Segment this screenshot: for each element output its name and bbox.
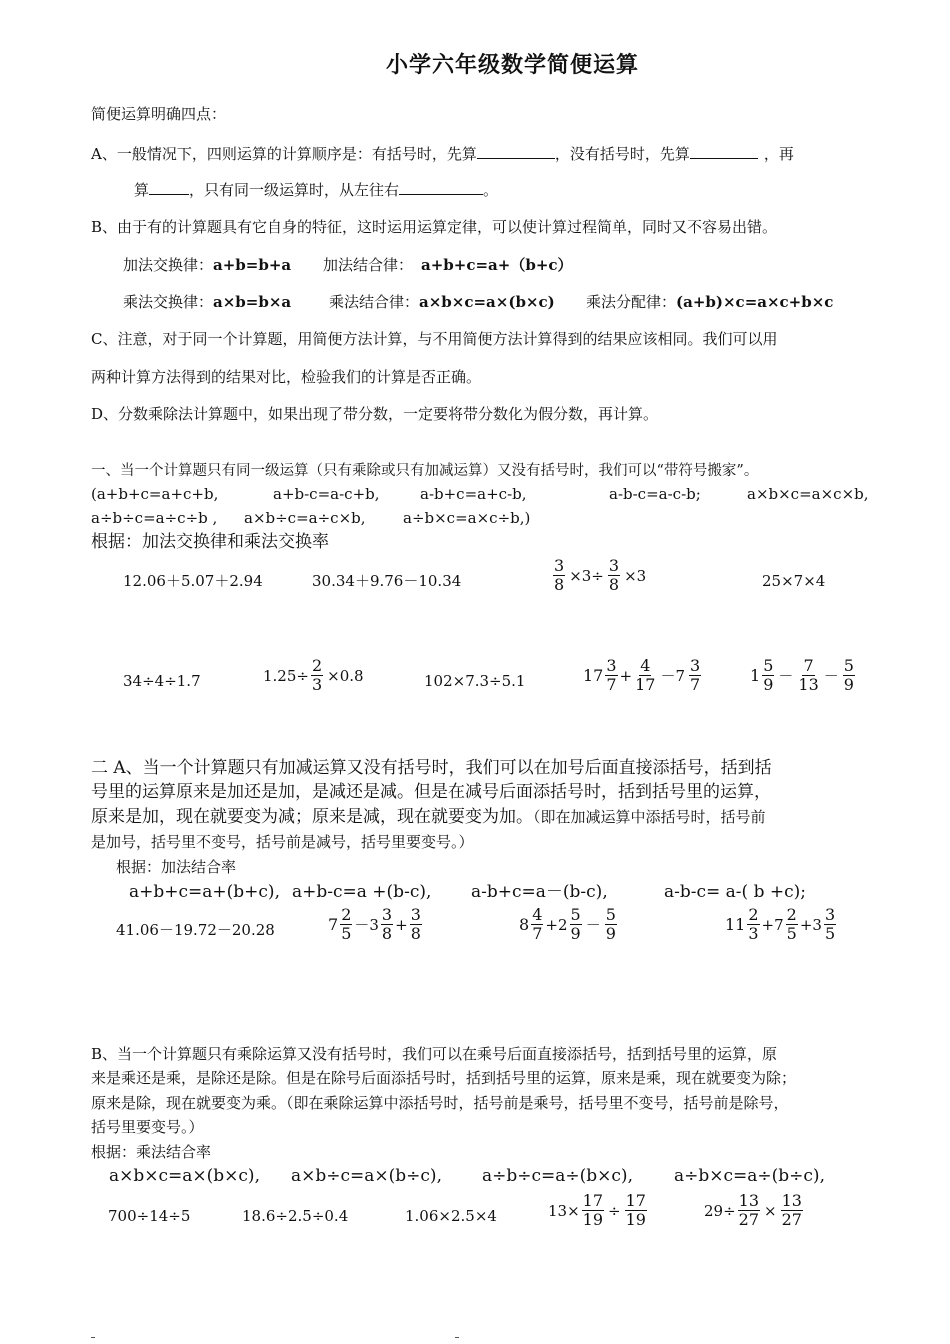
fraction: $\frac{4}{17}$ [635, 656, 656, 694]
section2a-formula: a-b+c=a－(b-c), [471, 882, 608, 902]
fraction: 7 13 [798, 656, 819, 694]
section2a-para: 二 A、当一个计算题只有加减运算又没有括号时，我们可以在加号后面直接添括号，括到括 [91, 758, 772, 778]
blank-field [690, 143, 758, 159]
add-associative-law: 加法结合律： a+b+c=a+（b+c） [323, 256, 573, 274]
point-a-line2: 算 ，只有同一级运算时，从左往右 。 [134, 181, 499, 199]
exercise: 1.25÷ $\frac{2}{3}$ ×0.8 [263, 656, 364, 694]
section2a-para: 是加号，括号里不变号，括号前是减号，括号里要变号。） [91, 833, 474, 851]
section1-formula: a÷b÷c=a÷c÷b , [91, 509, 218, 527]
fraction: $\frac{13}{27}$ [781, 1191, 802, 1229]
section2b-basis: 根据：乘法结合率 [91, 1143, 212, 1161]
page-mark [455, 1337, 459, 1338]
exercise: 17 3 7 + $\frac{4}{17}$ －7 3 7 [583, 656, 701, 694]
mul-associative-law: 乘法结合律：a×b×c=a×(b×c) [329, 293, 555, 311]
exercise: 1.06×2.5×4 [405, 1207, 497, 1225]
section2a-basis: 根据：加法结合率 [116, 858, 237, 876]
intro-text: 简便运算明确四点： [91, 105, 227, 123]
section1-heading: 一、当一个计算题只有同一级运算（只有乘除或只有加减运算）又没有括号时，我们可以“带符号搬家”。 [91, 463, 759, 479]
exercise: 12.06＋5.07＋2.94 [123, 572, 263, 590]
exercise: 25×7×4 [762, 572, 826, 590]
mul-commutative-law: 乘法交换律：a×b=b×a [123, 293, 292, 311]
section2b-formula: a÷b÷c=a÷(b×c), [482, 1166, 633, 1186]
exercise: 11 2 3 +7 2 5 +3 3 5 [725, 905, 836, 943]
section2a-para: 原来是加，现在就要变为减；原来是减，现在就要变为加。（即在加减运算中添括号时，括号前 [91, 807, 766, 827]
section1-formula: a×b÷c=a÷c×b, [244, 509, 366, 527]
section1-formula: a-b-c=a-c-b; [609, 485, 701, 503]
section1-formula: a×b×c=a×c×b, [747, 485, 869, 503]
point-d-text: D、分数乘除法计算题中，如果出现了带分数，一定要将带分数化为假分数，再计算。 [91, 405, 659, 423]
fraction: 5 9 [605, 905, 616, 943]
fraction: $\frac{13}{27}$ [738, 1191, 760, 1229]
page-title: 小学六年级数学简便运算 [386, 52, 640, 78]
point-c-line2: 两种计算方法得到的结果对比，检验我们的计算是否正确。 [91, 368, 482, 386]
exercise: 700÷14÷5 [108, 1207, 191, 1225]
section2a-para: 号里的运算原来是加还是加，是减还是减。但是在减号后面添括号时，括到括号里的运算， [91, 782, 771, 802]
fraction: $\frac{17}{19}$ [625, 1191, 646, 1229]
section1-formula: a÷b×c=a×c÷b,) [403, 509, 531, 527]
exercise: 41.06－19.72－20.28 [116, 921, 275, 939]
fraction: 3 7 [690, 656, 701, 694]
point-c-line1: C、注意，对于同一个计算题，用简便方法计算，与不用简便方法计算得到的结果应该相同。我们可以用 [91, 330, 778, 348]
fraction: $\frac{3}{8}$ [608, 556, 620, 594]
section2b-formula: a÷b×c=a÷(b÷c), [674, 1166, 825, 1186]
fraction: $\frac{3}{8}$ [554, 556, 565, 594]
exercise: 1 5 9 － 7 13 － 5 9 [750, 656, 854, 694]
section1-formula: (a+b+c=a+c+b, [91, 485, 219, 503]
section1-formula: a+b-c=a-c+b, [273, 485, 380, 503]
add-commutative-law: 加法交换律：a+b=b+a [123, 256, 292, 274]
page-mark [91, 1337, 95, 1338]
exercise: 30.34＋9.76－10.34 [312, 572, 462, 590]
fraction: 2 5 [341, 905, 352, 943]
fraction: 3 8 [381, 905, 393, 943]
section2b-formula: a×b÷c=a×(b÷c), [291, 1166, 442, 1186]
section2b-formula: a×b×c=a×(b×c), [109, 1166, 260, 1186]
point-a-line1: A、一般情况下，四则运算的计算顺序是：有括号时，先算 ，没有括号时，先算 ，再 [91, 145, 794, 163]
fraction: 5 9 [570, 905, 581, 943]
section1-formula: a-b+c=a+c-b, [420, 485, 527, 503]
blank-field [477, 143, 555, 159]
fraction: 5 9 [763, 656, 774, 694]
fraction: $\frac{17}{19}$ [582, 1191, 604, 1229]
fraction: 4 7 [532, 905, 543, 943]
exercise: 102×7.3÷5.1 [424, 672, 526, 690]
exercise: 34÷4÷1.7 [123, 672, 201, 690]
section2b-para: 来是乘还是乘，是除还是除。但是在除号后面添括号时，括到括号里的运算，原来是乘，现在就要变为除； [91, 1069, 797, 1087]
fraction: 2 3 [748, 905, 759, 943]
fraction: 3 7 [606, 656, 617, 694]
exercise: 29÷ $\frac{13}{27}$ × $\frac{13}{27}$ [704, 1191, 802, 1229]
section1-basis: 根据：加法交换律和乘法交换率 [91, 532, 329, 552]
exercise: 13× $\frac{17}{19}$ ÷ $\frac{17}{19}$ [548, 1191, 646, 1229]
exercise: $\frac{3}{8}$ ×3÷ $\frac{3}{8}$ ×3 [554, 556, 647, 594]
blank-field [149, 179, 189, 195]
exercise: 7 2 5 －3 3 8 + $\frac{3}{8}$ [328, 905, 421, 943]
fraction: $\frac{3}{8}$ [410, 905, 421, 943]
fraction: $\frac{2}{3}$ [311, 656, 323, 694]
section2b-para: 括号里要变号。） [91, 1118, 204, 1136]
blank-field [399, 179, 483, 195]
fraction: 5 9 [843, 656, 854, 694]
fraction: 2 5 [786, 905, 797, 943]
section2a-formula: a+b+c=a+(b+c), [129, 882, 280, 902]
distributive-law: 乘法分配律：(a+b)×c=a×c+b×c [586, 293, 834, 311]
point-b-text: B、由于有的计算题具有它自身的特征，这时运用运算定律，可以使计算过程简单，同时又不容易出错。 [91, 218, 778, 236]
fraction: 3 5 [824, 905, 836, 943]
section2b-para: B、当一个计算题只有乘除运算又没有括号时，我们可以在乘号后面直接添括号，括到括号里的运算，原 [91, 1045, 778, 1063]
section2a-formula: a+b-c=a +(b-c), [292, 882, 432, 902]
section2b-para: 原来是除，现在就要变为乘。（即在乘除运算中添括号时，括号前是乘号，括号里不变号，括号前是除号， [91, 1094, 789, 1112]
exercise: 8 4 7 +2 5 9 － 5 9 [519, 905, 616, 943]
section2a-formula: a-b-c= a-( b +c); [664, 882, 807, 902]
exercise: 18.6÷2.5÷0.4 [242, 1207, 349, 1225]
